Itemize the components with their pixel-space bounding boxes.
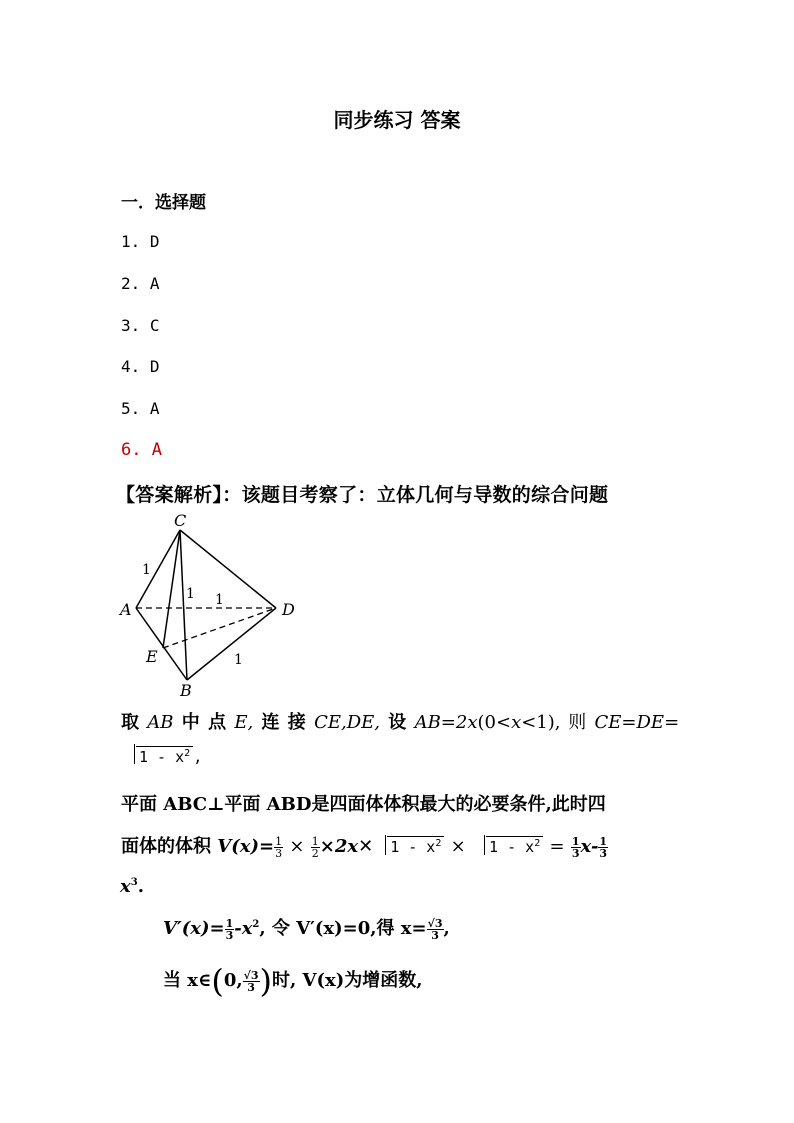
edge-cb — [180, 530, 187, 680]
sqrt-expression: $1 - x^2$ , — [122, 747, 202, 766]
section-heading: 一．选择题 — [121, 193, 206, 213]
answer-item: 5. A — [121, 399, 160, 418]
edge-ab — [136, 608, 187, 680]
label-d: D — [282, 600, 295, 619]
monotonic-line: 当 x∈(0, $\frac{√3}{3}$ )时, V(x)为增函数, — [163, 962, 423, 1000]
answer-item: 1. D — [121, 232, 160, 251]
solution-line-1: 取 AB 中 点 E, 连 接 CE,DE, 设 AB=2x(0<x<1), 则 CE=DE= — [121, 712, 680, 733]
derivative-line: V′(x)= $\frac{1}{3}$ $-x^2$, 令 V′(x)=0,得 x= $\frac{√3}{3}$ , — [163, 916, 450, 942]
solution-line-4: $x^3$. — [120, 876, 144, 897]
edge-ce — [163, 530, 180, 648]
tetrahedron-figure — [110, 508, 310, 700]
page-title: 同步练习 答案 — [333, 108, 461, 132]
edge-label: 1 — [234, 652, 243, 668]
edge-db — [187, 608, 276, 680]
edge-ed-dashed — [163, 608, 276, 648]
label-e: E — [146, 647, 158, 666]
solution-line-3: 面体的体积 V(x)= $\frac{1}{3}$ × $\frac{1}{2}$ ×2x✕ $1 - x^2 \times 1 - x^2$ = $\frac{1}{3}$ x- $\frac{1}{3}$ — [121, 834, 608, 860]
answer-item-highlighted: 6. A — [121, 440, 162, 460]
label-c: C — [174, 511, 187, 530]
edge-label: 1 — [142, 562, 151, 578]
label-b: B — [180, 681, 192, 700]
analysis-heading: 【答案解析】：该题目考察了：立体几何与导数的综合问题 — [116, 484, 609, 506]
answer-item: 2. A — [121, 274, 160, 293]
edge-label: 1 — [215, 592, 224, 608]
solution-line-2: 平面 ABC⊥平面 ABD是四面体体积最大的必要条件,此时四 — [121, 794, 606, 815]
answer-item: 3. C — [121, 316, 160, 335]
label-a: A — [120, 600, 132, 619]
answer-item: 4. D — [121, 357, 160, 376]
edge-label: 1 — [186, 586, 195, 602]
